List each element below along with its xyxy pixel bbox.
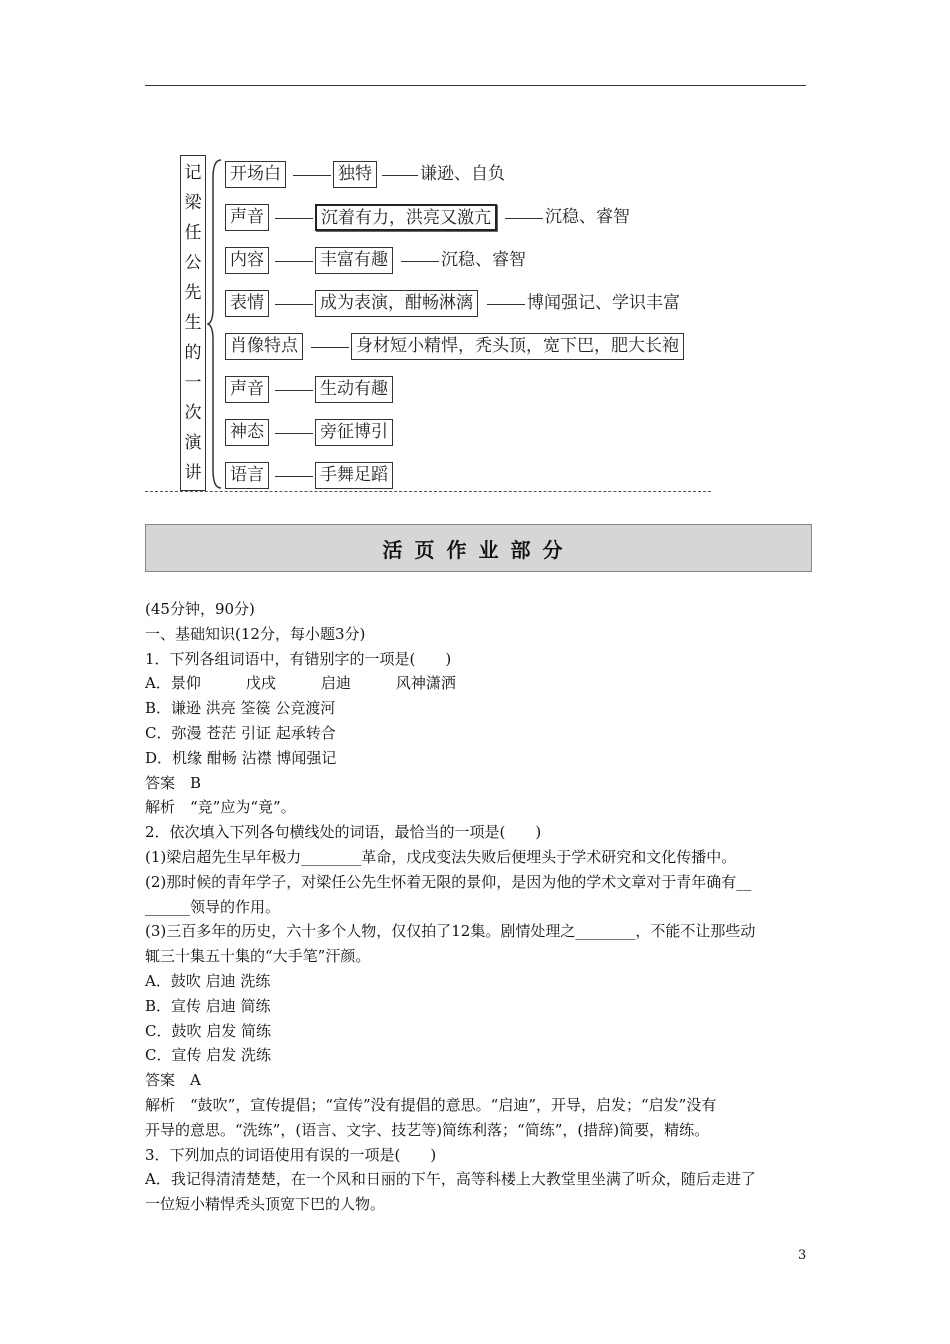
question-3: 3．下列加点的词语使用有误的一项是( ) [145,1145,437,1164]
text-line: (3)三百多年的历史，六十多个人物，仅仅拍了12集。剧情处理之________，不能不让那些动 [145,922,756,941]
text-line: 辄三十集五十集的“大手笔”汗颜。 [145,947,371,966]
text-line: 一位短小精悍秃头顶宽下巴的人物。 [145,1195,386,1214]
option-a: A．景仰 戊戌 启迪 风神潇洒 [145,674,456,693]
connector [275,433,313,434]
explanation: 解析 “竞”应为“竟”。 [145,798,296,817]
diagram-title-vertical [180,155,206,491]
node-note: 沉稳、睿智 [545,207,630,227]
title-char: 记 [184,162,202,183]
section-banner-title: 活页作业部分 [382,537,575,562]
title-char: 梁 [184,192,202,213]
text-line: 一、基础知识(12分，每小题3分) [145,624,366,643]
node-voice: 声音 [225,204,269,231]
node-content: 内容 [225,247,269,274]
title-char: 一 [184,372,202,393]
node-note: 博闻强记、学识丰富 [527,293,680,313]
node-voice-2: 声音 [225,376,269,403]
text-line: (45分钟，90分) [145,600,255,618]
option-b: B．宣传 启迪 简练 [145,996,271,1015]
title-char: 生 [184,312,202,333]
section-banner [145,524,812,572]
connector [275,390,313,391]
header-rule [145,85,806,86]
title-char: 讲 [184,462,202,483]
connector [275,304,313,305]
title-char: 次 [184,402,202,423]
connector [382,175,418,176]
node-expression-detail: 成为表演，酣畅淋漓 [315,290,478,317]
option-d: D．机缘 酣畅 沾襟 博闻强记 [145,748,337,767]
node-language-detail: 手舞足蹈 [315,462,393,489]
question-2: 2．依次填入下列各句横线处的词语，最恰当的一项是( ) [145,823,542,842]
connector [275,476,313,477]
node-note: 沉稳、睿智 [441,250,526,270]
title-char: 的 [184,342,202,363]
node-expression: 表情 [225,290,269,317]
node-voice-2-detail: 生动有趣 [315,376,393,403]
curly-brace [207,158,223,490]
question-1: 1．下列各组词语中，有错别字的一项是( ) [145,649,452,668]
option-c: C．宣传 启发 洗练 [145,1046,272,1065]
answer: 答案 A [145,1071,201,1090]
node-unique: 独特 [333,161,377,188]
node-language: 语言 [225,462,269,489]
text-line: ______领导的作用。 [145,897,281,916]
node-manner: 神态 [225,419,269,446]
node-opening: 开场白 [225,161,286,188]
connector [275,261,313,262]
explanation: 开导的意思。“洗练”，(语言、文字、技艺等)简练利落；“简练”，(措辞)简要，精练。 [145,1120,710,1139]
connector [311,347,349,348]
connector [293,175,331,176]
explanation: 解析 “鼓吹”，宣传提倡；“宣传”没有提倡的意思。“启迪”，开导，启发；“启发”没有 [145,1095,717,1114]
option-a: A．我记得清清楚楚，在一个风和日丽的下午，高等科楼上大教堂里坐满了听众，随后走进了 [145,1170,756,1189]
option-c: C．鼓吹 启发 简练 [145,1021,272,1040]
node-voice-detail: 沉着有力，洪亮又激亢 [315,204,497,231]
title-char: 公 [184,252,202,273]
text-line: (1)梁启超先生早年极力________革命，戊戌变法失败后便埋头于学术研究和文化传播中。 [145,847,737,866]
dashed-separator [145,491,711,492]
title-char: 先 [184,282,202,303]
connector [401,261,439,262]
option-b: B．谦逊 洪亮 筌篌 公竞渡河 [145,699,336,718]
connector [487,304,525,305]
option-a: A．鼓吹 启迪 洗练 [145,971,271,990]
option-c: C．弥漫 苍茫 引证 起承转合 [145,723,336,742]
answer: 答案 B [145,773,202,792]
node-content-detail: 丰富有趣 [315,247,393,274]
exercise-text [145,597,810,1217]
node-portrait: 肖像特点 [225,333,303,360]
connector [275,218,313,219]
title-char: 任 [184,222,202,243]
node-note: 谦逊、自负 [420,164,505,184]
node-manner-detail: 旁征博引 [315,419,393,446]
connector [505,218,543,219]
text-line: (2)那时候的青年学子，对梁任公先生怀着无限的景仰，是因为他的学术文章对于青年确有__ [145,872,752,891]
page-number: 3 [798,1248,807,1263]
title-char: 演 [184,432,202,453]
node-portrait-detail: 身材短小精悍，秃头顶，宽下巴，肥大长袍 [351,333,684,360]
